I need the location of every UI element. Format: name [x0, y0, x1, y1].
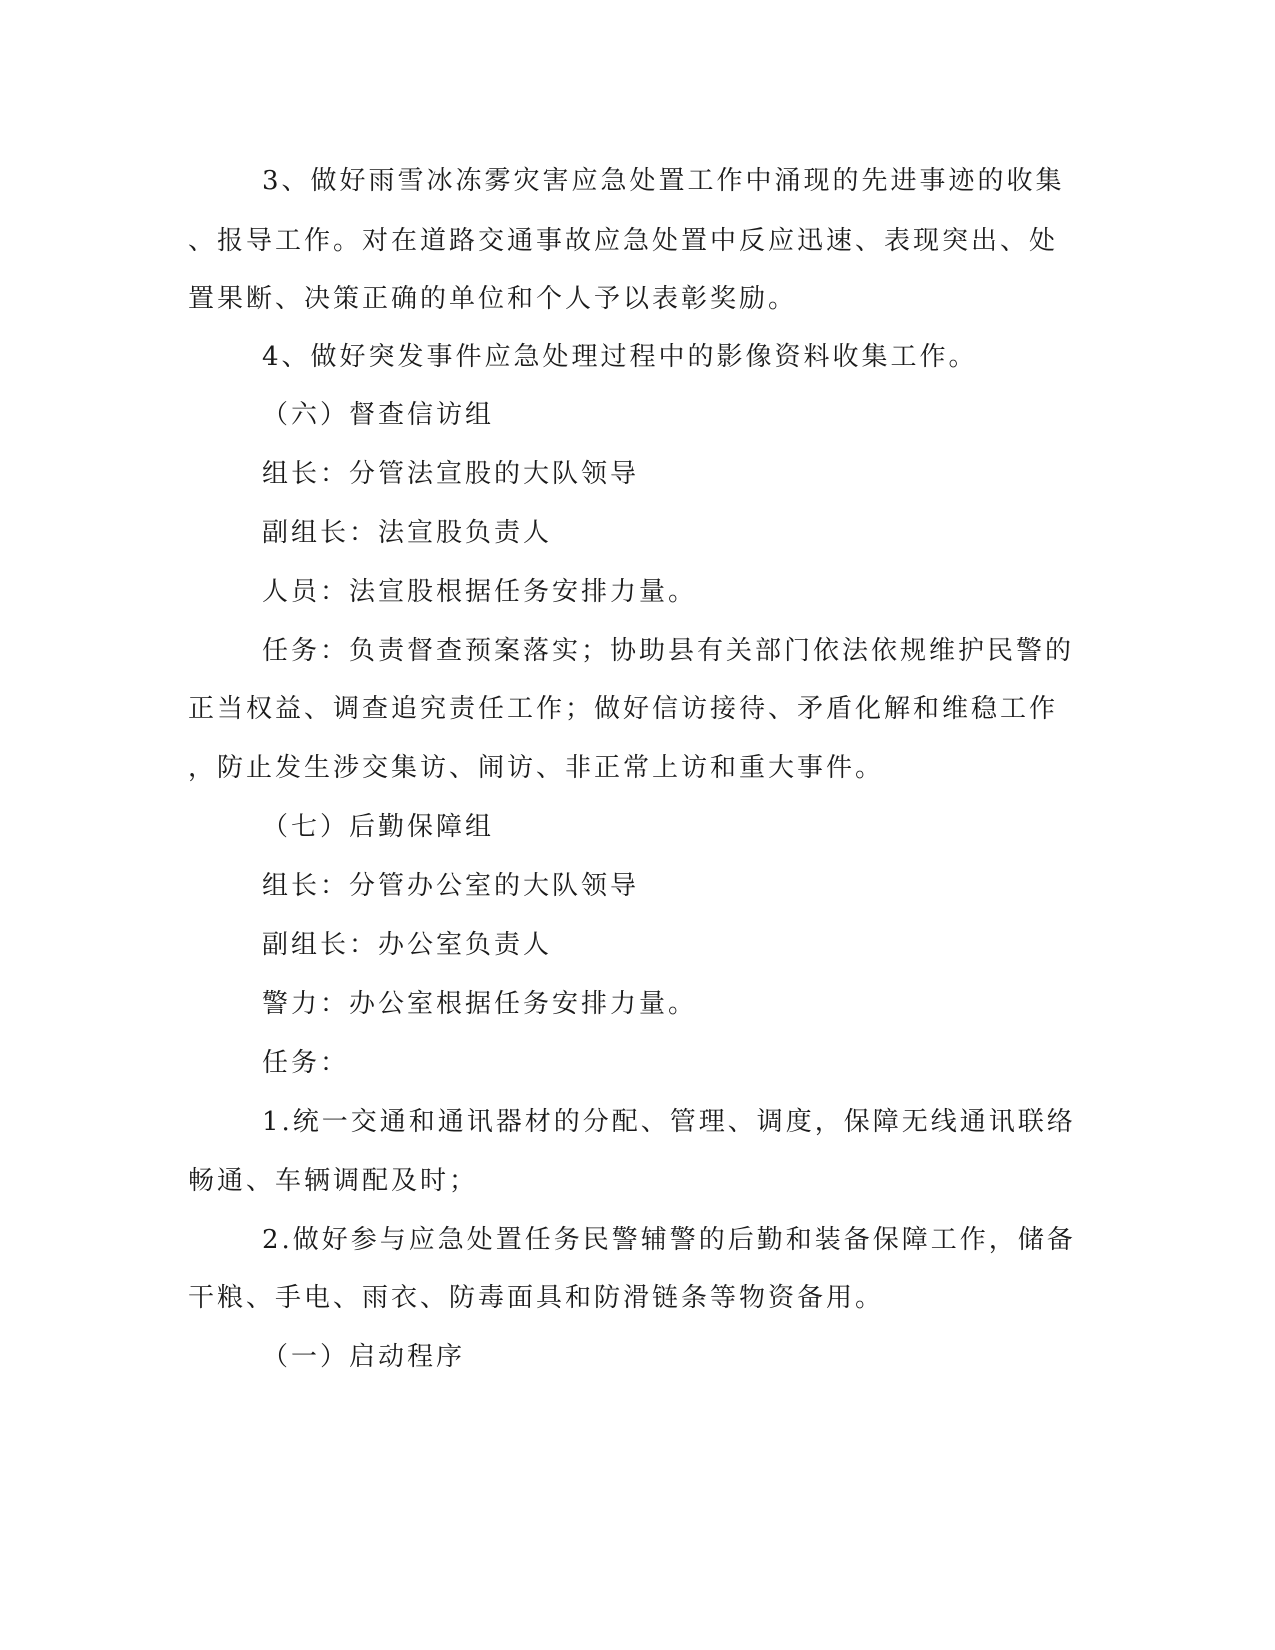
paragraph-line: 2.做好参与应急处置任务民警辅警的后勤和装备保障工作，储备 — [262, 1225, 1076, 1255]
section-heading: （一）启动程序 — [262, 1342, 466, 1372]
paragraph-line: 3、做好雨雪冰冻雾灾害应急处置工作中涌现的先进事迹的收集 — [262, 166, 1065, 196]
paragraph-line: 4、做好突发事件应急处理过程中的影像资料收集工作。 — [262, 342, 978, 372]
paragraph-line: 、报导工作。对在道路交通事故应急处置中反应迅速、表现突出、处 — [188, 226, 1059, 256]
paragraph-line: 任务：负责督查预案落实；协助县有关部门依法依规维护民警的 — [262, 636, 1075, 666]
paragraph-line: 任务： — [262, 1048, 350, 1078]
paragraph-line: 副组长：法宣股负责人 — [262, 518, 553, 548]
paragraph-line: 副组长：办公室负责人 — [262, 930, 553, 960]
paragraph-line: 干粮、手电、雨衣、防毒面具和防滑链条等物资备用。 — [188, 1283, 885, 1313]
paragraph-line: ，防止发生涉交集访、闹访、非正常上访和重大事件。 — [188, 753, 885, 783]
paragraph-line: 组长：分管办公室的大队领导 — [262, 871, 640, 901]
paragraph-line: 畅通、车辆调配及时； — [188, 1166, 479, 1196]
paragraph-line: 人员：法宣股根据任务安排力量。 — [262, 577, 698, 607]
paragraph-line: 正当权益、调查追究责任工作；做好信访接待、矛盾化解和维稳工作 — [188, 694, 1059, 724]
paragraph-line: 1.统一交通和通讯器材的分配、管理、调度，保障无线通讯联络 — [262, 1107, 1076, 1137]
paragraph-line: 置果断、决策正确的单位和个人予以表彰奖励。 — [188, 284, 798, 314]
section-heading: （六）督查信访组 — [262, 400, 495, 430]
paragraph-line: 警力：办公室根据任务安排力量。 — [262, 989, 698, 1019]
section-heading: （七）后勤保障组 — [262, 812, 495, 842]
paragraph-line: 组长：分管法宣股的大队领导 — [262, 459, 640, 489]
